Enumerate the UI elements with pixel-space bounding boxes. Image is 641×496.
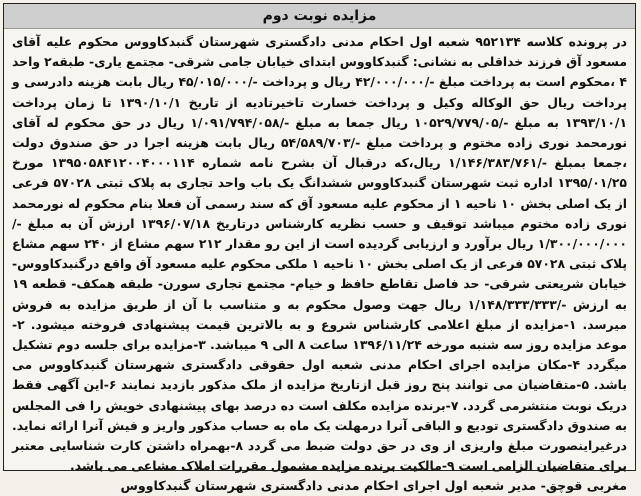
auction-notice — [3, 3, 636, 494]
notice-title: مزایده نوبت دوم — [262, 8, 377, 24]
notice-body: در پرونده کلاسه ۹۵۲۱۳۴ شعبه اول احکام مدنی دادگستری شهرستان گنبدکاووس محکوم علیه آقای مسعود آق فرزند خداقلی به نشانی: گنبدکاووس ابتدای خیابان جامی شرقی- مجتمع یاری- طبقه۲ واحد ۴ ،محکوم است به پرداخت مبلغ -/۴۲/۰۰۰/۰۰۰ ریال و پرداخت -/۴۵/۰۱۵/۰۰۰ ریال بابت هزینه دادرسی و پرداخت ریال حق الوکاله وکیل و پرداخت خسارت تاخیرتادیه از تاریخ ۱۳۹۰/۱۰/۱ تا زمان پرداخت ۱۳۹۳/۱۰/۱ به مبلغ -/۱۰۵۲۹/۷۷۹/۰۵ ریال جمعا به مبلغ -/۱/۰۹۱/۷۹۴/۰۵۸ ریال در حق محکوم له آقای نورمحمد نوری زاده مختوم و پرداخت مبلغ -/۵۴/۵۸۹/۷۰۳ ریال بابت هزینه اجرا در حق صندوق دولت ،جمعا بمبلغ -/۱/۱۴۶/۳۸۳/۷۶۱ ریال،که درقبال آن بشرح نامه شماره ۱۳۹۵۰۵۸۴۱۲۰۰۴۰۰۰۱۱۴ مورخ ۱۳۹۵/۰۱/۲۵ اداره ثبت شهرستان گنبدکاووس ششدانگ یک باب واحد تجاری به پلاک ثبتی ۵۷۰۲۸ فرعی از یک اصلی بخش ۱۰ ناحیه ۱ از محکوم علیه مسعود آق که سند رسمی آن فعلا بنام محکوم له نورمحمد نوری زاده مختوم میباشد توقیف و حسب نظریه کارشناس درتاریخ ۱۳۹۶/۰۷/۱۸ ارزش آن به مبلغ -/۱/۳۰۰/۰۰۰/۰۰۰ ریال برآورد و ارزیابی گردیده است از این رو مقدار ۲۱۲ سهم مشاع از ۲۴۰ سهم مشاع پلاک ثبتی ۵۷۰۲۸ فرعی از یک اصلی بخش ۱۰ ناحیه ۱ ملکی محکوم علیه مسعود آق واقع درگنبدکاووس- خیابان شریعتی شرقی- حد فاصل تقاطع حافظ و خیام- مجتمع تجاری سورن- طبقه همکف- قطعه ۱۹ به ارزش -/۱/۱۴۸/۳۳۳/۳۳۳ ریال جهت وصول محکوم به و متناسب با آن از طریق مزایده به فروش میرسد. ۱-مزایده از مبلغ اعلامی کارشناس شروع و به بالاترین قیمت پیشنهادی فروخته میشود. ۲-موعد مزایده روز سه شنبه مورخه ۱۳۹۶/۱۱/۲۴ ساعت ۸ الی ۹ میباشد. ۳-مزایده برای جلسه دوم تشکیل میگردد ۴-مکان مزایده اجرای احکام مدنی شعبه اول حقوقی دادگستری شهرستان گنبدکاووس می باشد. ۵-متقاضیان می توانند پنج روز قبل ازتاریخ مزایده از ملک مذکور بازدید نمایند ۶-این آگهی فقط دریک نوبت منتشرمی گردد. ۷-برنده مزایده مکلف است ده درصد بهای پیشنهادی خویش را فی المجلس به صندوق دادگستری تودیع و الباقی آنرا درمهلت یک ماه به حساب مذکور واریز و فیش آنرا ارائه نماید. درغیراینصورت مبلغ واریزی از وی در حق دولت ضبط می گردد ۸-بهمراه داشتن کارت شناسایی معتبر برای متقاضیان الزامی است ۹-مالکیت برنده مزایده مشمول مقررات املاک مشاعی می باشد. — [12, 34, 628, 474]
title-band — [4, 4, 635, 29]
notice-signature: مغربی قوچق- مدیر شعبه اول اجرای احکام مدنی دادگستری شهرستان گنبدکاووس — [120, 478, 627, 494]
